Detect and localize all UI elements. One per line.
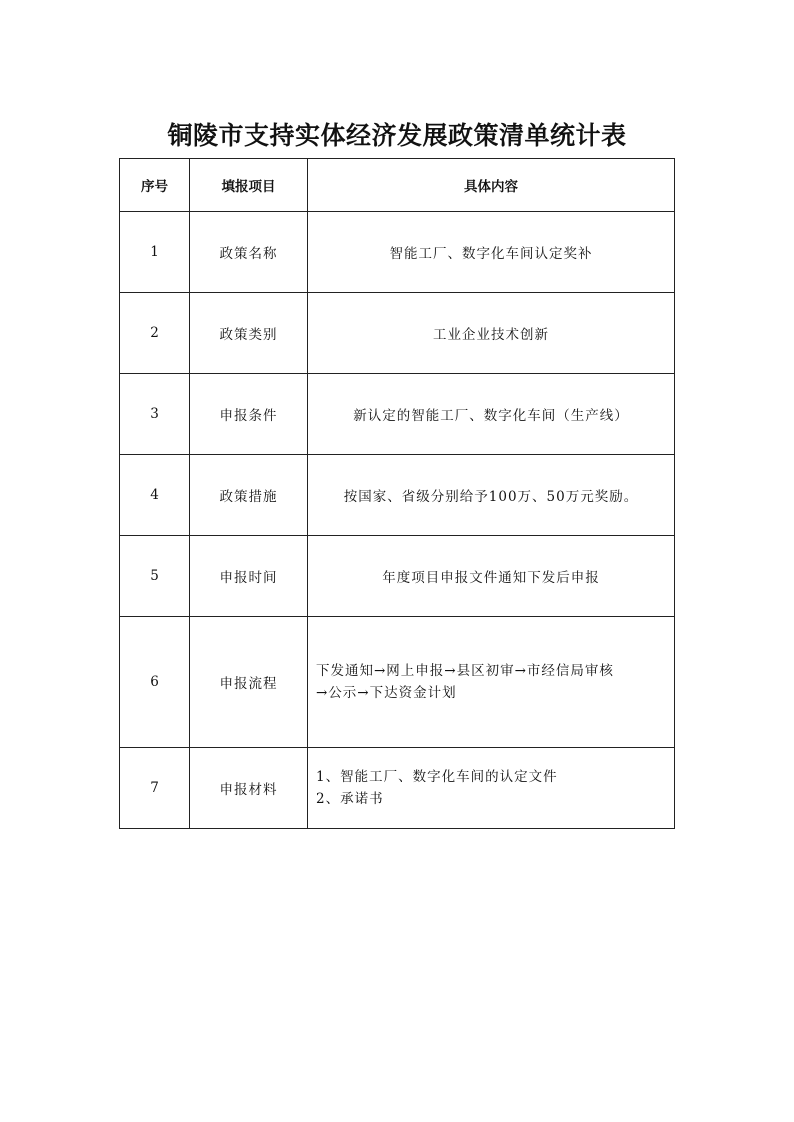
table-row: [120, 212, 675, 293]
row-number: 1: [120, 212, 190, 293]
row-content: 年度项目申报文件通知下发后申报: [308, 536, 675, 617]
table-row: [120, 536, 675, 617]
row-content: [308, 748, 675, 829]
table-header-row: [120, 159, 675, 212]
header-content: 具体内容: [308, 159, 675, 212]
table-row: [120, 455, 675, 536]
row-item: 政策名称: [190, 212, 308, 293]
row-item: 申报条件: [190, 374, 308, 455]
row-content: 按国家、省级分别给予100万、50万元奖励。: [308, 455, 675, 536]
table-row: [120, 748, 675, 829]
row-content: 智能工厂、数字化车间认定奖补: [308, 212, 675, 293]
policy-table: [119, 158, 675, 829]
header-seq: 序号: [120, 159, 190, 212]
row-item: 政策类别: [190, 293, 308, 374]
row-item: 申报流程: [190, 617, 308, 748]
row-number: 5: [120, 536, 190, 617]
content-line: →公示→下达资金计划: [316, 685, 457, 701]
row-number: 2: [120, 293, 190, 374]
table-row: [120, 374, 675, 455]
row-item: 申报材料: [190, 748, 308, 829]
row-item: 申报时间: [190, 536, 308, 617]
row-number: 7: [120, 748, 190, 829]
row-number: 6: [120, 617, 190, 748]
row-item: 政策措施: [190, 455, 308, 536]
table-row: [120, 617, 675, 748]
row-number: 4: [120, 455, 190, 536]
content-line: 2、承诺书: [316, 791, 384, 807]
row-content: 新认定的智能工厂、数字化车间（生产线）: [308, 374, 675, 455]
row-content: [308, 617, 675, 748]
content-line: 下发通知→网上申报→县区初审→市经信局审核: [316, 663, 614, 679]
row-number: 3: [120, 374, 190, 455]
table-row: [120, 293, 675, 374]
header-item: 填报项目: [190, 159, 308, 212]
row-content: 工业企业技术创新: [308, 293, 675, 374]
content-line: 1、智能工厂、数字化车间的认定文件: [316, 769, 558, 785]
document-title: 铜陵市支持实体经济发展政策清单统计表: [167, 121, 627, 150]
